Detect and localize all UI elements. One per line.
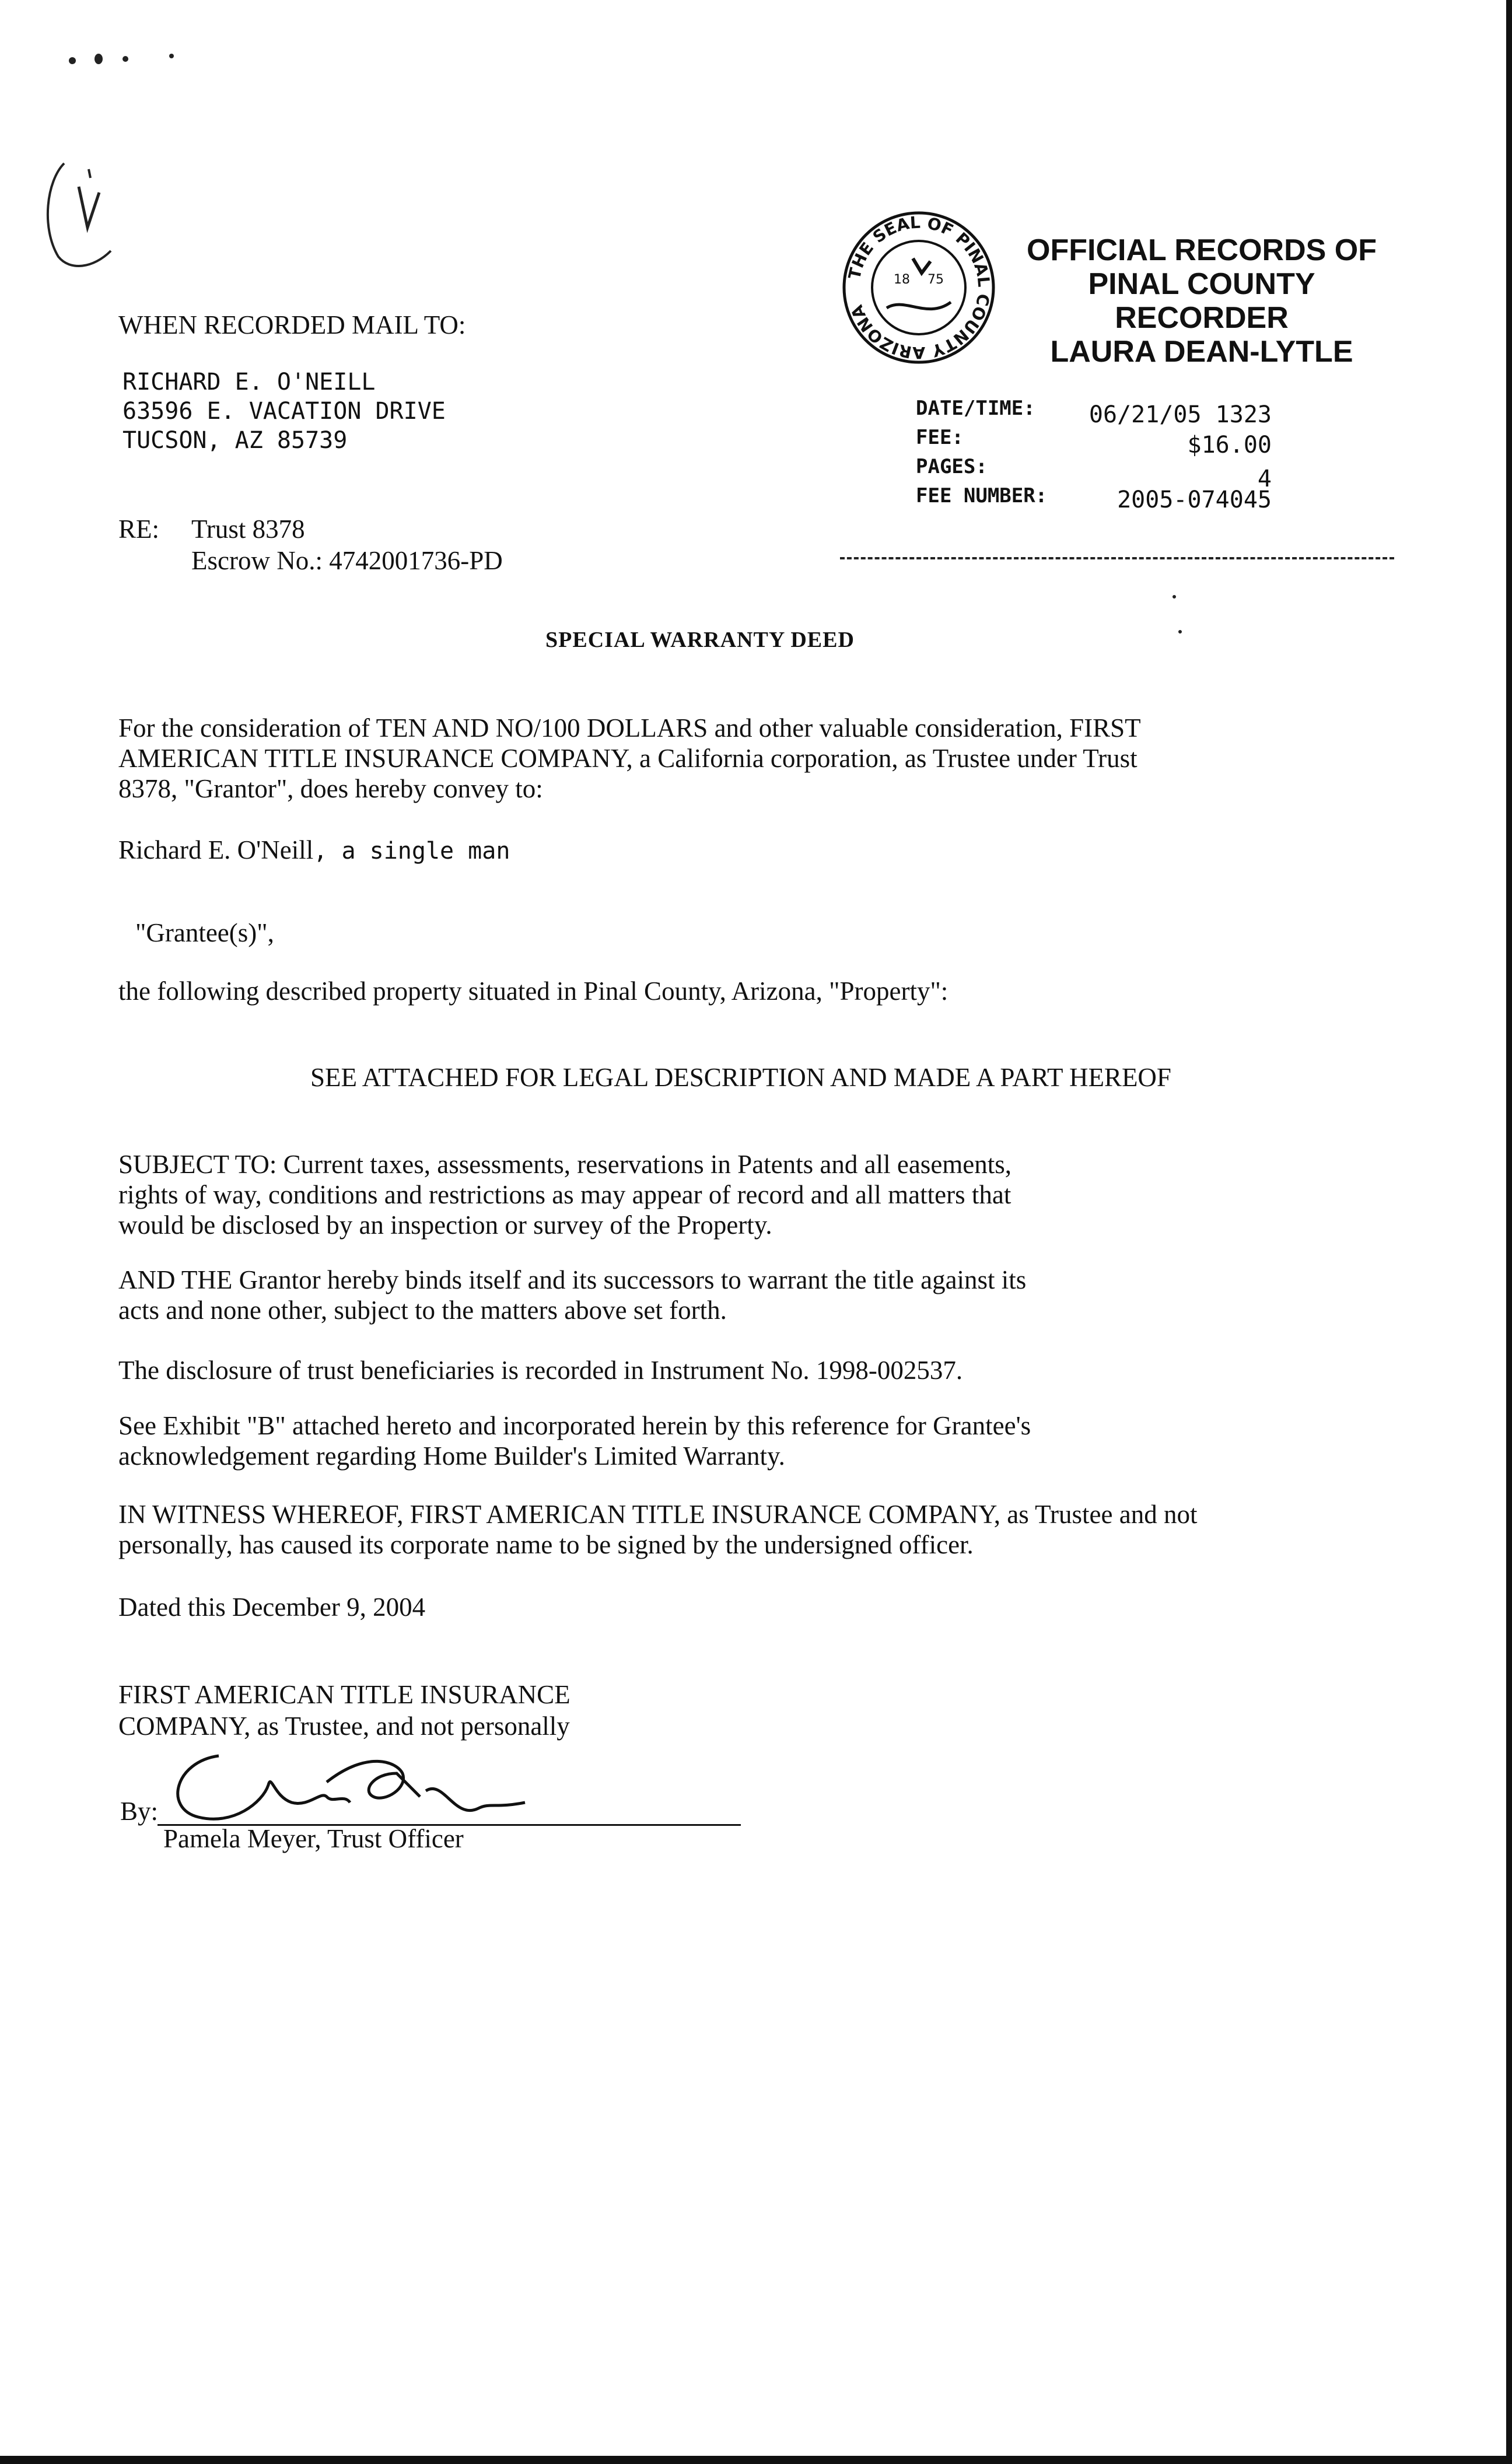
grantee-name: Richard E. O'Neill (118, 835, 314, 864)
address-line: RICHARD E. O'NEILL (123, 369, 376, 396)
by-label: By: (120, 1797, 159, 1826)
grantee-line (118, 834, 510, 866)
scan-border-right (1506, 0, 1512, 2464)
address-block (123, 368, 446, 455)
recorder-title-line: LAURA DEAN-LYTLE (1050, 335, 1353, 369)
address-line: 63596 E. VACATION DRIVE (123, 398, 446, 425)
escrow-number: Escrow No.: 4742001736-PD (191, 546, 503, 575)
scan-border-bottom (0, 2456, 1512, 2464)
company-line: FIRST AMERICAN TITLE INSURANCE (118, 1680, 570, 1709)
recorder-title (1003, 233, 1400, 369)
recorder-title-line: OFFICIAL RECORDS OF (1027, 233, 1377, 267)
company-line: COMPANY, as Trustee, and not personally (118, 1712, 570, 1741)
company-signature-block (118, 1679, 570, 1742)
witness-paragraph: IN WITNESS WHEREOF, FIRST AMERICAN TITLE INSURANCE COMPANY, as Trustee and not personally, has caused its corporate name to be signed by the undersigned officer. (118, 1500, 1198, 1559)
grantee-suffix: , a single man (313, 838, 510, 864)
legal-description-note: SEE ATTACHED FOR LEGAL DESCRIPTION AND MADE A PART HEREOF (310, 1063, 1171, 1092)
property-line: the following described property situated in Pinal County, Arizona, "Property": (118, 977, 949, 1006)
scan-speck (94, 54, 103, 64)
fee-number-value: 2005-074045 (1117, 487, 1272, 513)
handwritten-mark-icon (23, 158, 134, 280)
warranty-paragraph: AND THE Grantor hereby binds itself and its successors to warrant the title against its acts and none other, subject to the matters above set forth. (118, 1265, 1027, 1325)
signer-name: Pamela Meyer, Trust Officer (163, 1824, 464, 1853)
document-title: SPECIAL WARRANTY DEED (545, 628, 855, 652)
seal-year-left: 18 (894, 272, 910, 287)
trust-number: Trust 8378 (191, 514, 305, 544)
subject-to-paragraph: SUBJECT TO: Current taxes, assessments, reservations in Patents and all easements, rights of way, conditions and restrictions as may appear of record and all matters that would be disclosed by an inspection or survey of the Property. (118, 1150, 1012, 1240)
mail-to-label: WHEN RECORDED MAIL TO: (118, 310, 466, 340)
recording-divider (840, 557, 1394, 559)
datetime-value: 06/21/05 1323 (1088, 401, 1272, 428)
pages-label: PAGES: (916, 455, 988, 478)
disclosure-line: The disclosure of trust beneficiaries is recorded in Instrument No. 1998-002537. (118, 1356, 963, 1385)
dated-line: Dated this December 9, 2004 (118, 1592, 426, 1622)
pages-value: 4 (1257, 466, 1272, 492)
scan-speck (1172, 595, 1176, 598)
datetime-label: DATE/TIME: (916, 397, 1035, 420)
exhibit-paragraph: See Exhibit "B" attached hereto and incorporated herein by this reference for Grantee's acknowledgement regarding Home Builder's Limited Warranty. (118, 1411, 1031, 1471)
fee-value: $16.00 (1187, 432, 1272, 459)
scan-speck (169, 54, 174, 58)
grantee-label: "Grantee(s)", (135, 918, 274, 947)
fee-number-label: FEE NUMBER: (916, 484, 1048, 508)
re-block (191, 513, 503, 576)
scan-speck (123, 56, 128, 62)
county-seal-icon (840, 209, 998, 366)
scan-speck (69, 57, 76, 64)
re-label: RE: (118, 514, 160, 544)
seal-text: THE SEAL OF PINAL COUNTY ARIZONA (844, 212, 994, 363)
svg-text:THE SEAL OF PINAL COUNTY ARIZO (845, 213, 993, 362)
address-line: TUCSON, AZ 85739 (123, 427, 348, 454)
recording-info (916, 397, 1272, 513)
fee-label: FEE: (916, 426, 964, 449)
recorder-title-line: PINAL COUNTY RECORDER (1088, 267, 1315, 335)
seal-year-right: 75 (928, 272, 944, 287)
consideration-paragraph: For the consideration of TEN AND NO/100 DOLLARS and other valuable consideration, FIRST AMERICAN TITLE INSURANCE COMPANY, a California corporation, as Trustee under Trust 8378, "Grantor", does hereby convey to: (118, 713, 1141, 803)
